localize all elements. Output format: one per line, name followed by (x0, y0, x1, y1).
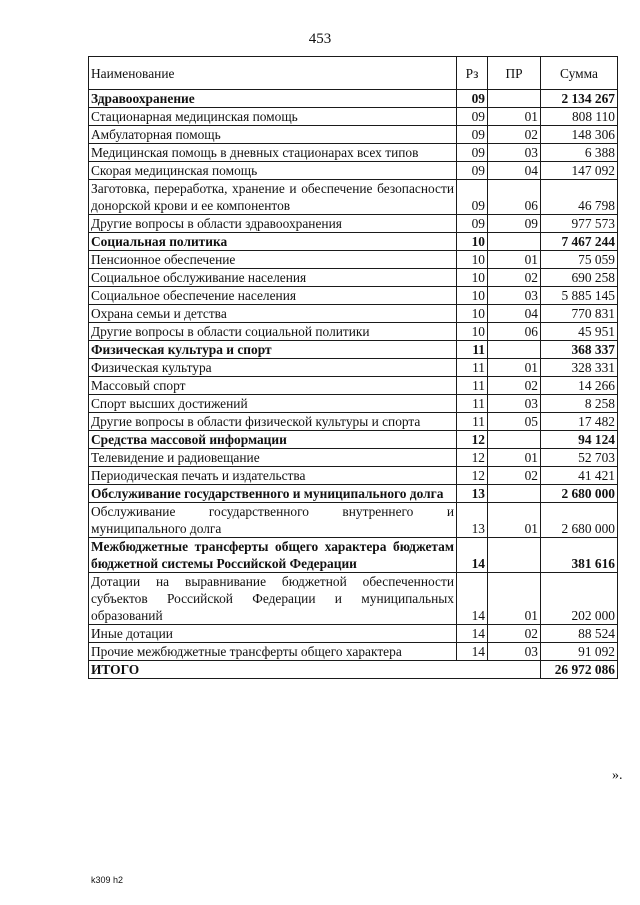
cell-rz: 09 (457, 144, 488, 162)
cell-sum: 75 059 (541, 251, 618, 269)
section-row (89, 485, 618, 503)
cell-name: Стационарная медицинская помощь (89, 108, 457, 126)
table-row (89, 449, 618, 467)
total-row (89, 661, 618, 679)
table-row (89, 180, 618, 215)
table-row (89, 467, 618, 485)
cell-rz: 14 (457, 538, 488, 573)
cell-name: Массовый спорт (89, 377, 457, 395)
total-label: ИТОГО (89, 661, 541, 679)
cell-pr: 03 (488, 144, 541, 162)
cell-sum: 808 110 (541, 108, 618, 126)
table-row (89, 503, 618, 538)
cell-pr (488, 538, 541, 573)
cell-pr: 04 (488, 305, 541, 323)
cell-rz: 13 (457, 503, 488, 538)
cell-name: Здравоохранение (89, 90, 457, 108)
cell-rz: 13 (457, 485, 488, 503)
table-row (89, 377, 618, 395)
cell-rz: 10 (457, 287, 488, 305)
cell-sum: 381 616 (541, 538, 618, 573)
cell-rz: 14 (457, 625, 488, 643)
cell-pr: 02 (488, 377, 541, 395)
table-row (89, 287, 618, 305)
cell-pr: 01 (488, 108, 541, 126)
cell-sum: 147 092 (541, 162, 618, 180)
section-row (89, 538, 618, 573)
cell-name: Обслуживание государственного внутреннего и муниципального долга (89, 503, 457, 538)
cell-pr: 02 (488, 126, 541, 144)
cell-pr: 05 (488, 413, 541, 431)
cell-name: Спорт высших достижений (89, 395, 457, 413)
cell-name: Другие вопросы в области социальной политики (89, 323, 457, 341)
table-row (89, 573, 618, 625)
cell-pr: 03 (488, 395, 541, 413)
cell-pr: 01 (488, 573, 541, 625)
cell-sum: 6 388 (541, 144, 618, 162)
cell-sum: 5 885 145 (541, 287, 618, 305)
cell-rz: 09 (457, 126, 488, 144)
cell-pr: 06 (488, 180, 541, 215)
cell-sum: 202 000 (541, 573, 618, 625)
cell-rz: 11 (457, 377, 488, 395)
cell-name: Телевидение и радиовещание (89, 449, 457, 467)
cell-name: Обслуживание государственного и муниципального долга (89, 485, 457, 503)
cell-name: Заготовка, переработка, хранение и обеспечение безопасности донорской крови и ее компонентов (89, 180, 457, 215)
cell-rz: 10 (457, 305, 488, 323)
cell-name: Средства массовой информации (89, 431, 457, 449)
cell-sum: 977 573 (541, 215, 618, 233)
cell-rz: 10 (457, 251, 488, 269)
table-header-row (89, 57, 618, 90)
table-row (89, 269, 618, 287)
cell-name: Амбулаторная помощь (89, 126, 457, 144)
cell-rz: 10 (457, 323, 488, 341)
cell-name: Социальное обслуживание населения (89, 269, 457, 287)
cell-rz: 14 (457, 573, 488, 625)
table-row (89, 643, 618, 661)
cell-rz: 09 (457, 180, 488, 215)
cell-rz: 11 (457, 341, 488, 359)
cell-rz: 11 (457, 395, 488, 413)
table-row (89, 625, 618, 643)
cell-name: Дотации на выравнивание бюджетной обеспеченности субъектов Российской Федерации и муниципальных образований (89, 573, 457, 625)
cell-pr: 02 (488, 269, 541, 287)
cell-sum: 7 467 244 (541, 233, 618, 251)
cell-pr: 01 (488, 359, 541, 377)
cell-sum: 14 266 (541, 377, 618, 395)
section-row (89, 341, 618, 359)
cell-sum: 770 831 (541, 305, 618, 323)
cell-rz: 09 (457, 162, 488, 180)
cell-sum: 88 524 (541, 625, 618, 643)
cell-rz: 11 (457, 413, 488, 431)
cell-rz: 09 (457, 108, 488, 126)
cell-pr: 03 (488, 287, 541, 305)
section-row (89, 431, 618, 449)
cell-sum: 8 258 (541, 395, 618, 413)
table-row (89, 108, 618, 126)
cell-sum: 46 798 (541, 180, 618, 215)
cell-pr: 02 (488, 625, 541, 643)
table-row (89, 359, 618, 377)
cell-pr (488, 431, 541, 449)
cell-pr (488, 90, 541, 108)
cell-name: Пенсионное обеспечение (89, 251, 457, 269)
cell-sum: 2 134 267 (541, 90, 618, 108)
cell-sum: 148 306 (541, 126, 618, 144)
cell-name: Другие вопросы в области физической культуры и спорта (89, 413, 457, 431)
table-row (89, 395, 618, 413)
cell-name: Медицинская помощь в дневных стационарах всех типов (89, 144, 457, 162)
cell-pr (488, 485, 541, 503)
total-sum: 26 972 086 (541, 661, 618, 679)
cell-pr (488, 341, 541, 359)
table-row (89, 413, 618, 431)
table-row (89, 305, 618, 323)
cell-pr: 09 (488, 215, 541, 233)
cell-rz: 09 (457, 90, 488, 108)
budget-table (88, 56, 618, 679)
footer-code: k309 h2 (91, 875, 124, 885)
cell-name: Межбюджетные трансферты общего характера бюджетам бюджетной системы Российской Федерации (89, 538, 457, 573)
cell-sum: 94 124 (541, 431, 618, 449)
table-row (89, 144, 618, 162)
cell-sum: 52 703 (541, 449, 618, 467)
header-name: Наименование (89, 57, 457, 90)
cell-rz: 09 (457, 215, 488, 233)
cell-rz: 11 (457, 359, 488, 377)
cell-name: Скорая медицинская помощь (89, 162, 457, 180)
section-row (89, 233, 618, 251)
header-pr: ПР (488, 57, 541, 90)
section-row (89, 90, 618, 108)
cell-pr: 03 (488, 643, 541, 661)
cell-rz: 12 (457, 467, 488, 485)
cell-pr: 01 (488, 449, 541, 467)
cell-pr (488, 233, 541, 251)
closing-quote: ». (612, 768, 623, 783)
cell-sum: 368 337 (541, 341, 618, 359)
cell-name: Физическая культура и спорт (89, 341, 457, 359)
cell-sum: 2 680 000 (541, 485, 618, 503)
cell-pr: 04 (488, 162, 541, 180)
cell-name: Прочие межбюджетные трансферты общего характера (89, 643, 457, 661)
cell-pr: 01 (488, 503, 541, 538)
cell-sum: 328 331 (541, 359, 618, 377)
cell-sum: 690 258 (541, 269, 618, 287)
table-body (89, 90, 618, 661)
cell-name: Социальная политика (89, 233, 457, 251)
cell-name: Физическая культура (89, 359, 457, 377)
page-number: 453 (308, 31, 332, 47)
header-sum: Сумма (541, 57, 618, 90)
table-row (89, 126, 618, 144)
cell-rz: 10 (457, 269, 488, 287)
table-row (89, 323, 618, 341)
table-row (89, 251, 618, 269)
cell-sum: 17 482 (541, 413, 618, 431)
header-rz: Рз (457, 57, 488, 90)
table-row (89, 215, 618, 233)
cell-pr: 01 (488, 251, 541, 269)
table-row (89, 162, 618, 180)
cell-sum: 2 680 000 (541, 503, 618, 538)
cell-name: Периодическая печать и издательства (89, 467, 457, 485)
cell-name: Другие вопросы в области здравоохранения (89, 215, 457, 233)
cell-rz: 12 (457, 431, 488, 449)
cell-sum: 41 421 (541, 467, 618, 485)
cell-sum: 45 951 (541, 323, 618, 341)
cell-pr: 06 (488, 323, 541, 341)
cell-name: Иные дотации (89, 625, 457, 643)
cell-rz: 14 (457, 643, 488, 661)
cell-name: Социальное обеспечение населения (89, 287, 457, 305)
cell-name: Охрана семьи и детства (89, 305, 457, 323)
cell-pr: 02 (488, 467, 541, 485)
cell-sum: 91 092 (541, 643, 618, 661)
cell-rz: 10 (457, 233, 488, 251)
cell-rz: 12 (457, 449, 488, 467)
